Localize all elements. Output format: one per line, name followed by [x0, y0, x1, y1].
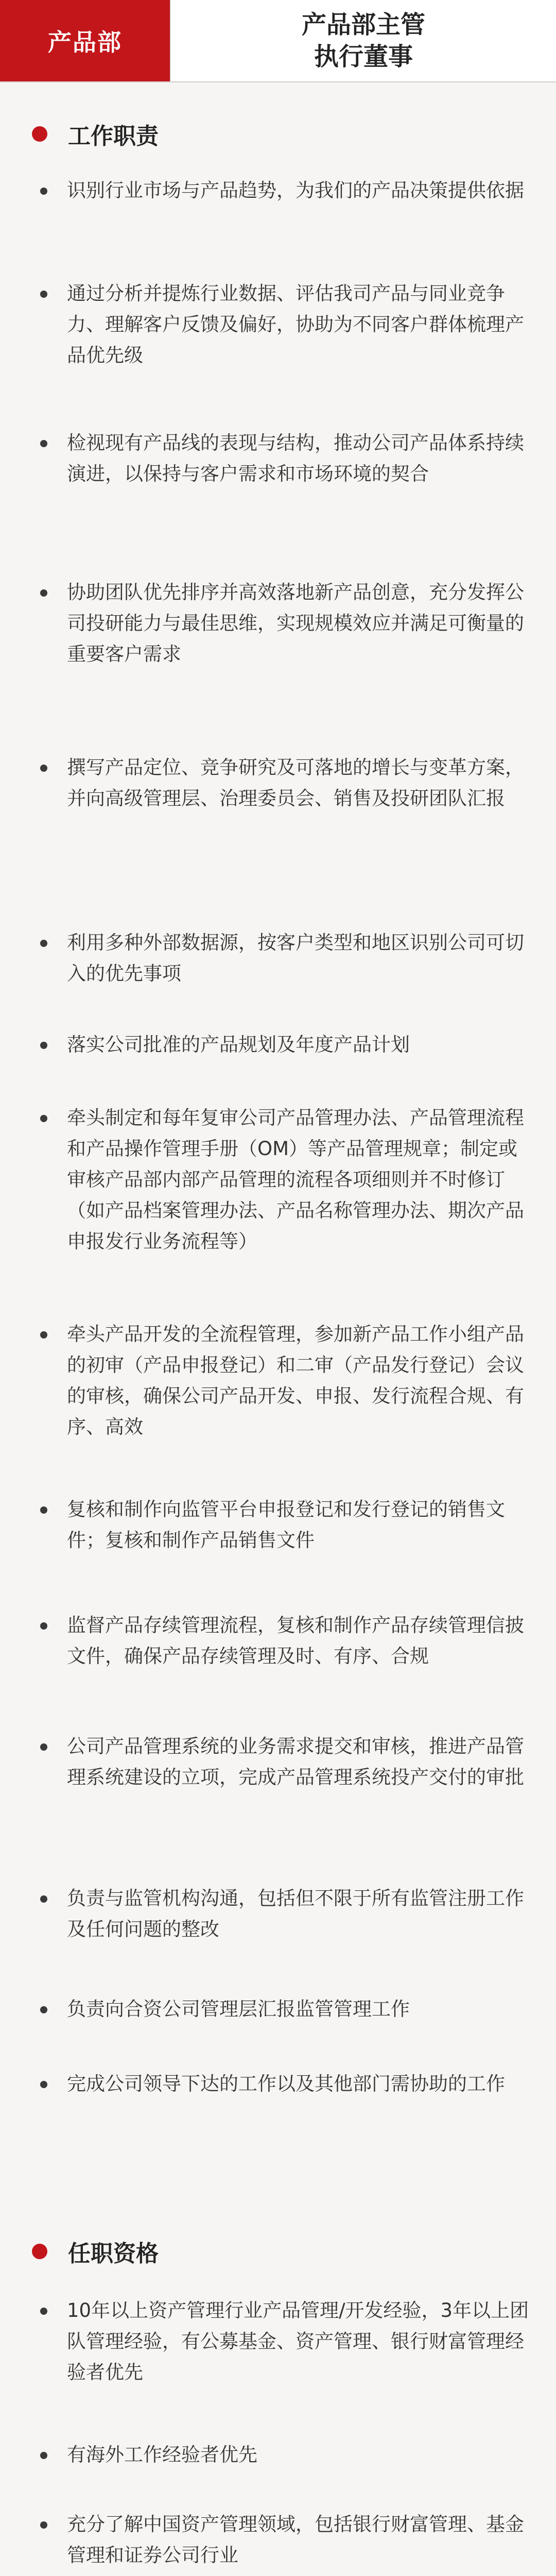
- section-dot-icon: [32, 2244, 47, 2259]
- responsibility-text: 监督产品存续管理流程，复核和制作产品存续管理信披文件，确保产品存续管理及时、有序、合规: [67, 1614, 524, 1667]
- position-title-line-2: 执行董事: [314, 42, 413, 71]
- bullet-icon: [40, 188, 47, 195]
- bullet-icon: [40, 1895, 47, 1903]
- responsibility-text: 牵头制定和每年复审公司产品管理办法、产品管理流程和产品操作管理手册（OM）等产品管理规章；制定或审核产品部内部产品管理的流程各项细则并不时修订（如产品档案管理办法、产品名称管理办法、期次产品申报发行业务流程等）: [67, 1107, 524, 1252]
- responsibilities-heading: [32, 116, 556, 152]
- department-label: 产品部: [0, 0, 170, 81]
- bullet-icon: [40, 765, 47, 772]
- bullet-icon: [40, 589, 47, 597]
- responsibility-text: 识别行业市场与产品趋势，为我们的产品决策提供依据: [67, 179, 524, 201]
- responsibility-text: 利用多种外部数据源，按客户类型和地区识别公司可切入的优先事项: [67, 931, 524, 985]
- responsibility-text: 公司产品管理系统的业务需求提交和审核，推进产品管理系统建设的立项，完成产品管理系统投产交付的审批: [67, 1735, 524, 1788]
- qualification-text: 充分了解中国资产管理领域，包括银行财富管理、基金管理和证券公司行业: [67, 2513, 524, 2566]
- responsibilities-section: [0, 116, 556, 152]
- bullet-icon: [40, 2452, 47, 2459]
- position-title: [170, 0, 556, 81]
- bullet-icon: [40, 1331, 47, 1338]
- responsibility-text: 检视现有产品线的表现与结构，推动公司产品体系持续演进，以保持与客户需求和市场环境的契合: [67, 432, 524, 485]
- qualifications-title: 任职资格: [68, 2241, 159, 2267]
- bullet-icon: [40, 1622, 47, 1630]
- qualifications-section: [0, 2233, 556, 2269]
- responsibility-text: 负责与监管机构沟通，包括但不限于所有监管注册工作及任何问题的整改: [67, 1887, 524, 1940]
- bullet-icon: [40, 1743, 47, 1751]
- bullet-icon: [40, 2308, 47, 2315]
- page-header: [0, 0, 556, 82]
- qualification-text: 10年以上资产管理行业产品管理/开发经验，3年以上团队管理经验，有公募基金、资产管理、银行财富管理经验者优先: [67, 2299, 529, 2383]
- qualifications-heading: [32, 2233, 556, 2269]
- bullet-icon: [40, 940, 47, 947]
- bullet-icon: [40, 440, 47, 447]
- responsibility-text: 负责向合资公司管理层汇报监管管理工作: [67, 1998, 410, 2020]
- qualification-text: 有海外工作经验者优先: [67, 2444, 257, 2466]
- responsibility-text: 复核和制作向监管平台申报登记和发行登记的销售文件；复核和制作产品销售文件: [67, 1498, 505, 1551]
- bullet-icon: [40, 1115, 47, 1122]
- responsibility-text: 落实公司批准的产品规划及年度产品计划: [67, 1033, 410, 1056]
- bullet-icon: [40, 291, 47, 298]
- bullet-icon: [40, 2521, 47, 2529]
- section-dot-icon: [32, 126, 47, 142]
- responsibility-text: 完成公司领导下达的工作以及其他部门需协助的工作: [67, 2073, 505, 2095]
- responsibility-text: 牵头产品开发的全流程管理，参加新产品工作小组产品的初审（产品申报登记）和二审（产品发行登记）会议的审核，确保公司产品开发、申报、发行流程合规、有序、高效: [67, 1323, 524, 1438]
- bullet-icon: [40, 2006, 47, 2013]
- bullet-icon: [40, 1042, 47, 1049]
- responsibility-text: 协助团队优先排序并高效落地新产品创意，充分发挥公司投研能力与最佳思维，实现规模效应并满足可衡量的重要客户需求: [67, 581, 524, 665]
- responsibilities-title: 工作职责: [68, 123, 159, 149]
- position-title-line-1: 产品部主管: [301, 10, 425, 39]
- responsibility-text: 通过分析并提炼行业数据、评估我司产品与同业竞争力、理解客户反馈及偏好，协助为不同客户群体梳理产品优先级: [67, 282, 524, 366]
- bullet-icon: [40, 1506, 47, 1514]
- bullet-icon: [40, 2081, 47, 2088]
- responsibility-text: 撰写产品定位、竞争研究及可落地的增长与变革方案，并向高级管理层、治理委员会、销售及投研团队汇报: [67, 756, 524, 809]
